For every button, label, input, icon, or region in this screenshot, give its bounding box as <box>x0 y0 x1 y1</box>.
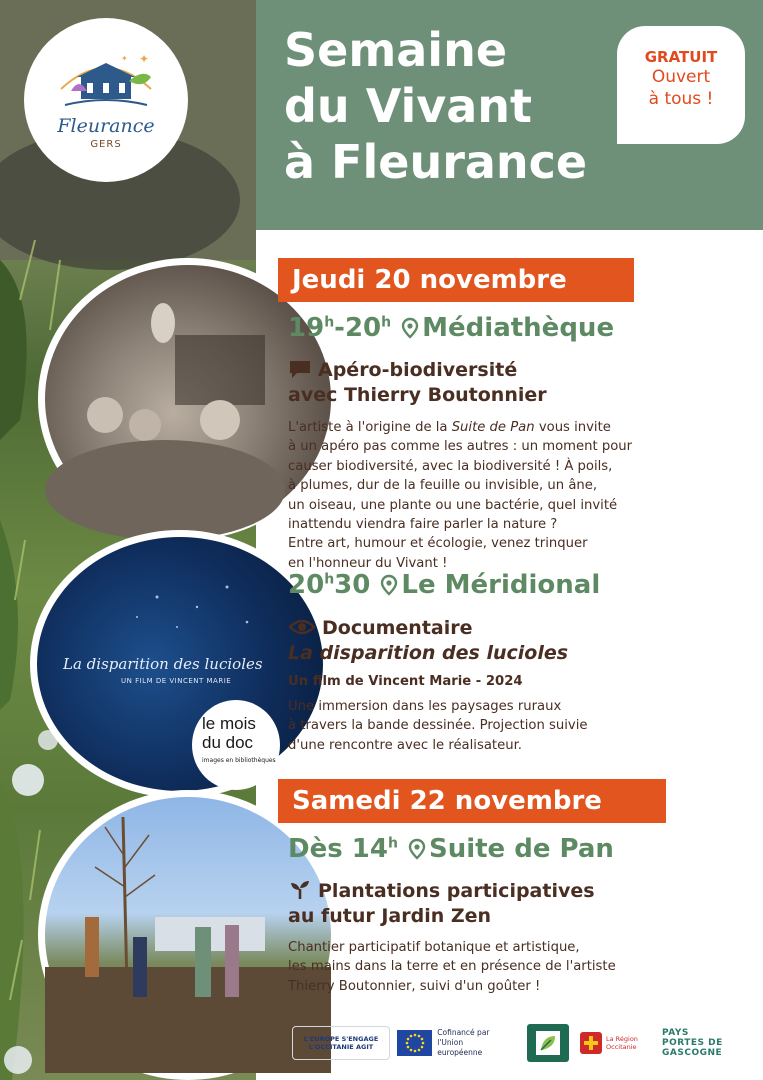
time-hour: 20 <box>288 570 325 600</box>
event-title-line1: Apéro-biodiversité <box>318 359 518 381</box>
event-title-line1: Plantations participatives <box>318 880 595 902</box>
leader-leaf-icon <box>533 1028 563 1058</box>
body-line: à un apéro pas comme les autres : un moment pour <box>288 439 633 455</box>
body-line: L'artiste à l'origine de la Suite de Pan vous invite <box>288 420 611 435</box>
title-line-2: du Vivant <box>284 79 533 133</box>
europe-logo-line2: L'OCCITANIE AGIT <box>308 1043 374 1051</box>
event-title-line1: Documentaire <box>322 617 473 639</box>
badge-open-line2: à tous ! <box>648 89 714 109</box>
place-name: Suite de Pan <box>428 834 614 864</box>
event-title-line2: au futur Jardin Zen <box>288 905 492 927</box>
speech-bubble-icon <box>288 359 312 379</box>
fleurance-logo <box>24 18 188 182</box>
body-line: un oiseau, une plante ou une bactérie, quel invité <box>288 497 618 513</box>
occitanie-logo-line2: Occitanie <box>606 1043 637 1051</box>
pays-logo-line2: PORTES DE <box>662 1038 723 1048</box>
doc-badge-line2: du doc <box>202 733 254 752</box>
leader-logo <box>527 1024 569 1062</box>
title-line-3: à Fleurance <box>284 135 588 189</box>
body-line: à plumes, dur de la feuille ou invisible, un âne, <box>288 478 598 494</box>
time-start-h: h <box>324 314 335 331</box>
time-end: -20 <box>334 313 382 343</box>
mois-du-doc-logo <box>192 700 280 790</box>
day1-event1-time <box>288 313 614 343</box>
left-photo-strip <box>0 0 276 1080</box>
day1-event2-description <box>288 697 748 755</box>
time-minutes: 30 <box>334 570 371 600</box>
title-line-1: Semaine <box>284 23 508 77</box>
sprout-icon <box>288 880 312 900</box>
eu-cofunded-logo <box>397 1026 509 1060</box>
day1-event2-title <box>288 616 568 666</box>
eu-flag-icon <box>397 1030 432 1056</box>
body-line: d'une rencontre avec le réalisateur. <box>288 737 522 753</box>
occitanie-logo-line1: La Région <box>606 1035 638 1043</box>
body-line: en l'honneur du Vivant ! <box>288 555 448 571</box>
day2-event1-title <box>288 879 595 929</box>
film-poster-subtitle: UN FILM DE VINCENT MARIE <box>121 677 232 685</box>
time-start: 19 <box>288 313 325 343</box>
eu-logo-line2: l'Union européenne <box>437 1038 483 1057</box>
pays-portes-gascogne-logo <box>662 1026 742 1060</box>
body-line: Chantier participatif botanique et artistique, <box>288 940 580 955</box>
eu-logo-line1: Cofinancé par <box>437 1028 490 1037</box>
day1-event2-time <box>288 570 600 600</box>
event-title-line2: La disparition des lucioles <box>288 642 569 664</box>
day2-event1-description <box>288 938 748 996</box>
day1-event2-subtitle: Un film de Vincent Marie - 2024 <box>288 674 523 689</box>
header-banner <box>256 0 763 230</box>
logo-region: GERS <box>90 138 122 150</box>
day1-banner: Jeudi 20 novembre <box>278 258 634 302</box>
body-line: les mains dans la terre et en présence de l'artiste <box>288 959 616 975</box>
place-name: Le Méridional <box>401 570 601 600</box>
occitanie-logo-text <box>606 1035 638 1051</box>
film-poster-photo <box>30 530 330 798</box>
free-badge <box>617 26 745 144</box>
location-pin-icon <box>381 575 397 595</box>
location-pin-icon <box>402 318 418 338</box>
time-start: Dès 14 <box>288 834 388 864</box>
body-line: Entre art, humour et écologie, venez trinquer <box>288 536 588 552</box>
film-poster-title: La disparition des lucioles <box>63 655 263 673</box>
doc-badge-line3: images en bibliothèques <box>202 757 276 764</box>
eu-stars-icon <box>404 1032 426 1054</box>
location-pin-icon <box>409 839 425 859</box>
badge-open-line1: Ouvert <box>651 67 711 87</box>
region-occitanie-logo <box>580 1026 656 1060</box>
place-name: Médiathèque <box>422 313 615 343</box>
body-line: causer biodiversité, avec la biodiversité ! À poils, <box>288 458 613 474</box>
occitan-cross-icon <box>580 1032 602 1054</box>
badge-free-label: GRATUIT <box>644 48 718 66</box>
eu-logo-text <box>437 1028 509 1058</box>
body-line: Thierry Boutonnier, suivi d'un goûter ! <box>288 978 541 994</box>
time-h: h <box>387 835 398 852</box>
time-end-h: h <box>381 314 392 331</box>
day2-event1-time <box>288 834 614 864</box>
day1-event1-description <box>288 418 748 573</box>
body-line: à travers la bande dessinée. Projection suivie <box>288 718 588 734</box>
town-hall-logo-icon <box>51 51 161 113</box>
europe-logo-line1: L'EUROPE S'ENGAGE <box>303 1035 379 1043</box>
cross-shape-icon <box>583 1035 599 1051</box>
doc-badge-line1: le mois <box>202 714 256 733</box>
day2-banner: Samedi 22 novembre <box>278 779 666 823</box>
eye-icon <box>288 617 316 637</box>
svg-text:✦: ✦ <box>121 53 128 63</box>
event-title-line2: avec Thierry Boutonnier <box>288 384 547 406</box>
europe-occitanie-logo <box>292 1026 390 1060</box>
logo-name: Fleurance <box>57 114 155 137</box>
time-h: h <box>324 571 335 588</box>
svg-text:✦: ✦ <box>139 51 150 66</box>
body-line: Une immersion dans les paysages ruraux <box>288 699 562 714</box>
day1-event1-title <box>288 358 547 408</box>
pays-logo-line3: GASCOGNE <box>662 1048 723 1058</box>
pays-logo-line1: PAYS <box>662 1028 689 1038</box>
body-line: inattendu viendra faire parler la nature ? <box>288 517 558 533</box>
